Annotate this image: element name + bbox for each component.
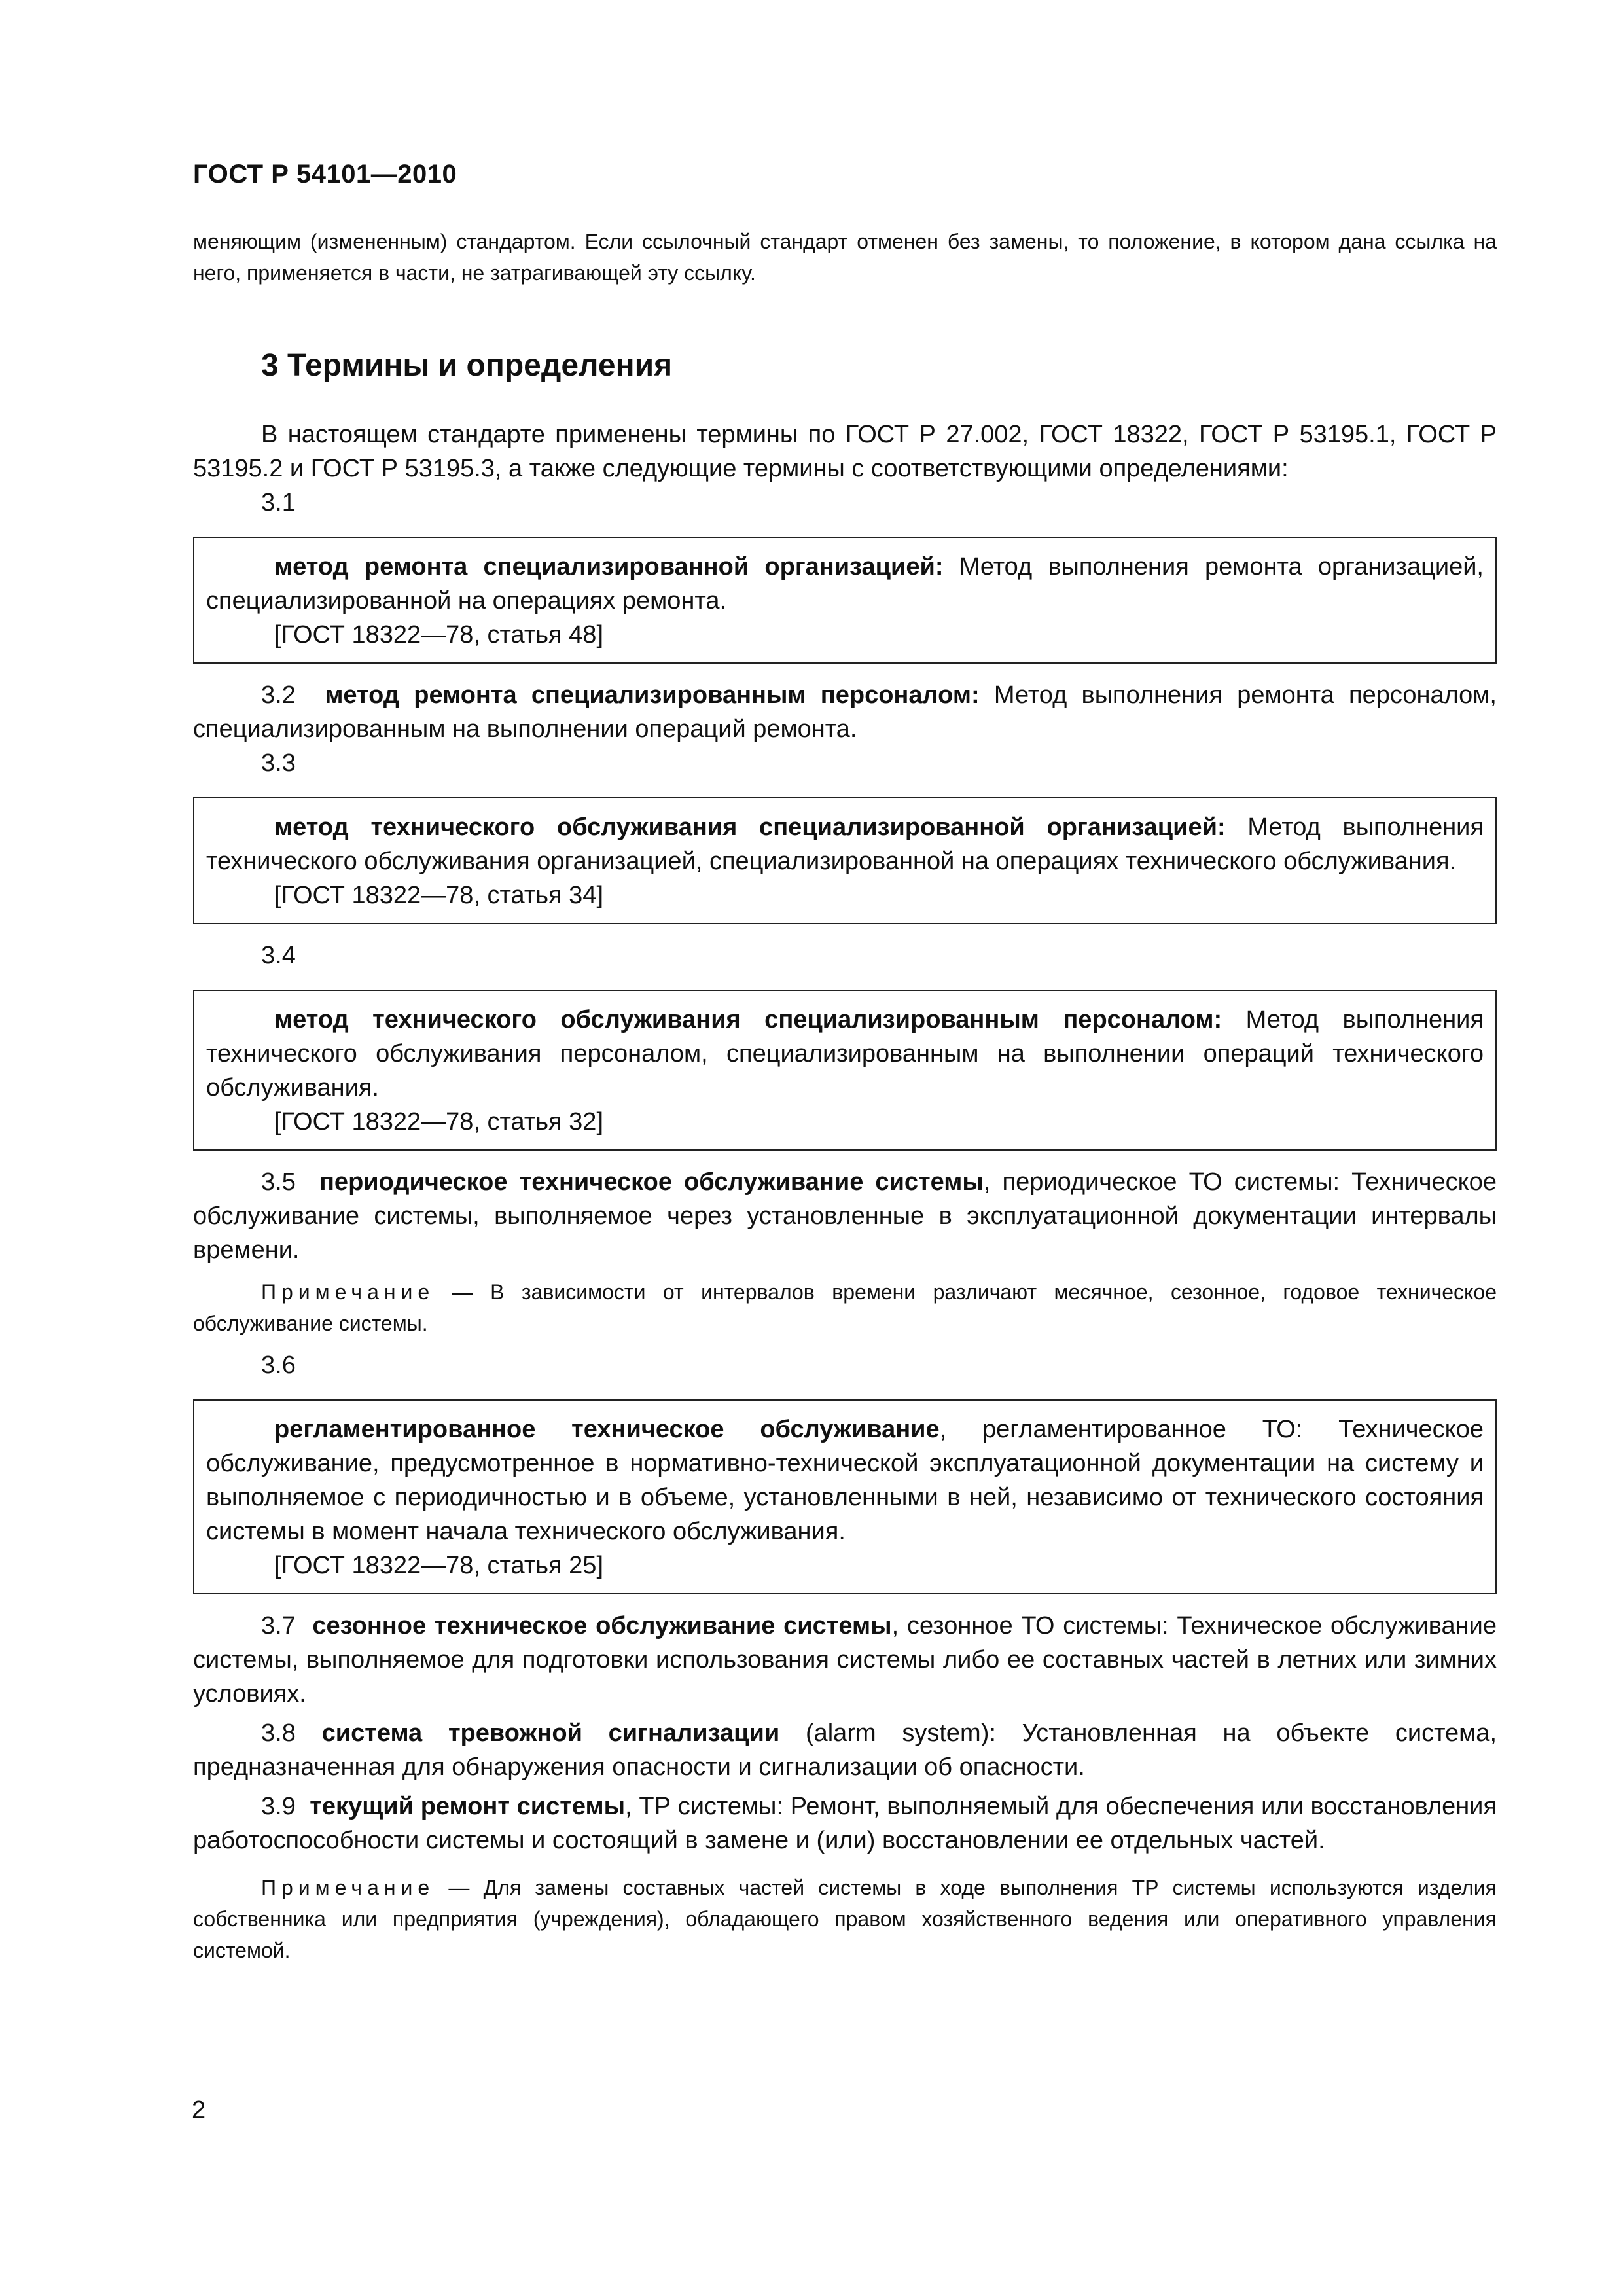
term-entry-3-8	[193, 1716, 1497, 1784]
term-3-6: регламентированное техническое обслуживание	[274, 1416, 940, 1443]
note-label-3-5: Примечание	[261, 1280, 435, 1304]
term-box-3-4	[193, 990, 1497, 1151]
term-entry-3-6	[206, 1412, 1484, 1549]
term-3-9: текущий ремонт системы	[310, 1793, 626, 1820]
term-box-3-3	[193, 797, 1497, 924]
definition-3-9: , ТР системы: Ремонт, выполняемый для обеспечения или восстановления работоспособности системы и состоящий в замене и (или) восстановлении ее отдельных частей.	[193, 1793, 1497, 1854]
definition-3-2: Метод выполнения ремонта персоналом, специализированным на выполнении операций ремонта.	[193, 681, 1497, 743]
term-number-3-3: 3.3	[261, 749, 296, 777]
source-3-3: [ГОСТ 18322—78, статья 34]	[274, 882, 603, 909]
note-label-3-9: Примечание	[261, 1876, 435, 1899]
term-3-4: метод технического обслуживания специализированным персоналом:	[274, 1006, 1222, 1033]
document-header: ГОСТ Р 54101—2010	[193, 160, 457, 188]
term-3-3: метод технического обслуживания специализированной организацией:	[274, 814, 1226, 841]
note-text-3-9: — Для замены составных частей системы в ходе выполнения ТР системы используются изделия собственника или предприятия (учреждения), обладающего правом хозяйственного ведения или оперативного управления системой.	[193, 1876, 1497, 1962]
definition-3-8: (alarm system): Установленная на объекте система, предназначенная для обнаружения опасности и сигнализации об опасности.	[193, 1719, 1497, 1781]
section-title: 3 Термины и определения	[261, 348, 673, 383]
term-3-5: периодическое техническое обслуживание системы	[319, 1168, 984, 1196]
term-box-3-1	[193, 537, 1497, 664]
source-3-6: [ГОСТ 18322—78, статья 25]	[274, 1552, 603, 1579]
definition-3-1: Метод выполнения ремонта организацией, специализированной на операциях ремонта.	[206, 553, 1484, 615]
term-3-8: система тревожной сигнализации	[321, 1719, 780, 1747]
definition-3-7: , сезонное ТО системы: Техническое обслуживание системы, выполняемое для подготовки использования системы либо ее составных частей в летних или зимних условиях.	[193, 1612, 1497, 1708]
source-3-4: [ГОСТ 18322—78, статья 32]	[274, 1108, 603, 1136]
term-3-7: сезонное техническое обслуживание системы	[312, 1612, 892, 1640]
term-number-3-2: 3.2	[261, 681, 296, 709]
definition-3-5: , периодическое ТО системы: Техническое обслуживание системы, выполняемое через установленные в эксплуатационной документации интервалы времени.	[193, 1168, 1497, 1264]
definition-3-6: , регламентированное ТО: Техническое обслуживание, предусмотренное в нормативно-технической эксплуатационной документации на систему и выполняемое с периодичностью и в объеме, установленными в ней, независимо от технического состояния системы в момент начала технического обслуживания.	[206, 1416, 1484, 1545]
term-entry-3-4	[206, 1003, 1484, 1105]
term-box-3-6	[193, 1399, 1497, 1594]
term-entry-3-5	[193, 1165, 1497, 1267]
term-entry-3-2	[193, 678, 1497, 746]
term-entry-3-3	[206, 810, 1484, 878]
note-3-5	[193, 1276, 1497, 1339]
page-content	[193, 226, 1497, 1966]
term-number-3-1: 3.1	[261, 489, 296, 516]
term-entry-3-9	[193, 1789, 1497, 1857]
term-number-3-4: 3.4	[261, 942, 296, 969]
term-number-3-7: 3.7	[261, 1612, 296, 1640]
source-3-1: [ГОСТ 18322—78, статья 48]	[274, 621, 603, 649]
section-intro: В настоящем стандарте применены термины по ГОСТ Р 27.002, ГОСТ 18322, ГОСТ Р 53195.1, ГОСТ Р 53195.2 и ГОСТ Р 53195.3, а также следующие термины с соответствующими определениями:	[193, 421, 1497, 482]
definition-3-3: Метод выполнения технического обслуживания организацией, специализированной на операциях технического обслуживания.	[206, 814, 1484, 875]
term-number-3-6: 3.6	[261, 1352, 296, 1379]
intro-continuation: меняющим (измененным) стандартом. Если ссылочный стандарт отменен без замены, то положение, в котором дана ссылка на него, применяется в части, не затрагивающей эту ссылку.	[193, 230, 1497, 285]
term-3-2: метод ремонта специализированным персоналом:	[325, 681, 980, 709]
term-3-1: метод ремонта специализированной организацией:	[274, 553, 944, 581]
term-number-3-5: 3.5	[261, 1168, 296, 1196]
term-entry-3-7	[193, 1609, 1497, 1711]
definition-3-4: Метод выполнения технического обслуживания персоналом, специализированным на выполнении операций технического обслуживания.	[206, 1006, 1484, 1102]
term-number-3-8: 3.8	[261, 1719, 296, 1747]
note-3-9	[193, 1872, 1497, 1966]
page-number: 2	[192, 2096, 206, 2124]
term-entry-3-1	[206, 550, 1484, 618]
note-text-3-5: — В зависимости от интервалов времени различают месячное, сезонное, годовое техническое обслуживание системы.	[193, 1280, 1497, 1335]
term-number-3-9: 3.9	[261, 1793, 296, 1820]
